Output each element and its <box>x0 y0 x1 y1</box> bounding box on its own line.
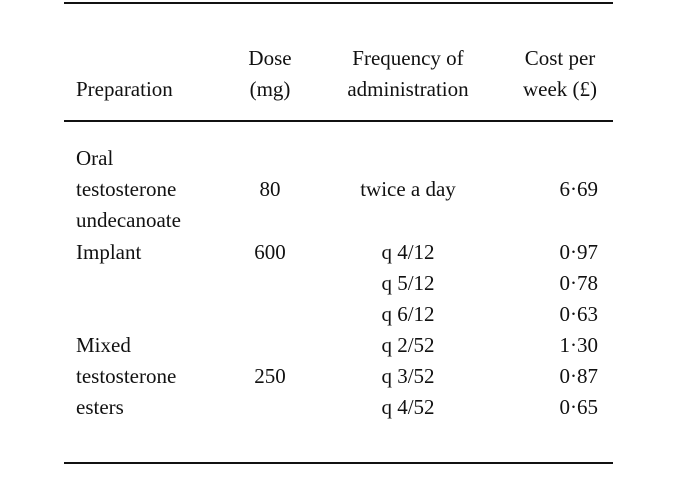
row-implant-frequency-2: q 5/12 <box>381 271 435 295</box>
row-implant-frequency-1: q 4/12 <box>381 240 435 264</box>
row-implant-frequency-3: q 6/12 <box>381 302 435 326</box>
table-top-rule <box>64 2 613 4</box>
row-implant-dose: 600 <box>254 240 286 264</box>
row-mixed-frequency-2: q 3/52 <box>381 364 435 388</box>
row-mixed-cost-3: 0·65 <box>559 395 598 419</box>
row-oral-frequency: twice a day <box>360 177 456 201</box>
header-cost-line1: Cost per <box>524 46 596 70</box>
row-oral-dose: 80 <box>259 177 281 201</box>
row-implant-cost-3: 0·63 <box>559 302 598 326</box>
row-oral-preparation-line2: testosterone <box>76 177 177 201</box>
row-oral-cost: 6·69 <box>559 177 598 201</box>
row-mixed-preparation-line2: testosterone <box>76 364 177 388</box>
row-mixed-cost-1: 1·30 <box>559 333 598 357</box>
row-mixed-dose: 250 <box>254 364 286 388</box>
header-cost-line2: week (£) <box>522 77 598 101</box>
row-mixed-cost-2: 0·87 <box>559 364 598 388</box>
row-mixed-preparation-line3: esters <box>76 395 124 419</box>
header-preparation: Preparation <box>76 77 173 101</box>
row-mixed-frequency-1: q 2/52 <box>381 333 435 357</box>
table-header-rule <box>64 120 613 122</box>
row-implant-cost-1: 0·97 <box>559 240 598 264</box>
header-dose-line1: Dose <box>248 46 292 70</box>
header-frequency-line2: administration <box>347 77 469 101</box>
row-implant-cost-2: 0·78 <box>559 271 598 295</box>
table-bottom-rule <box>64 462 613 464</box>
row-implant-preparation: Implant <box>76 240 142 264</box>
header-dose-line2: (mg) <box>249 77 291 101</box>
row-oral-preparation-line1: Oral <box>76 146 114 170</box>
row-mixed-frequency-3: q 4/52 <box>381 395 435 419</box>
row-oral-preparation-line3: undecanoate <box>76 208 181 232</box>
header-frequency-line1: Frequency of <box>352 46 464 70</box>
row-mixed-preparation-line1: Mixed <box>76 333 131 357</box>
